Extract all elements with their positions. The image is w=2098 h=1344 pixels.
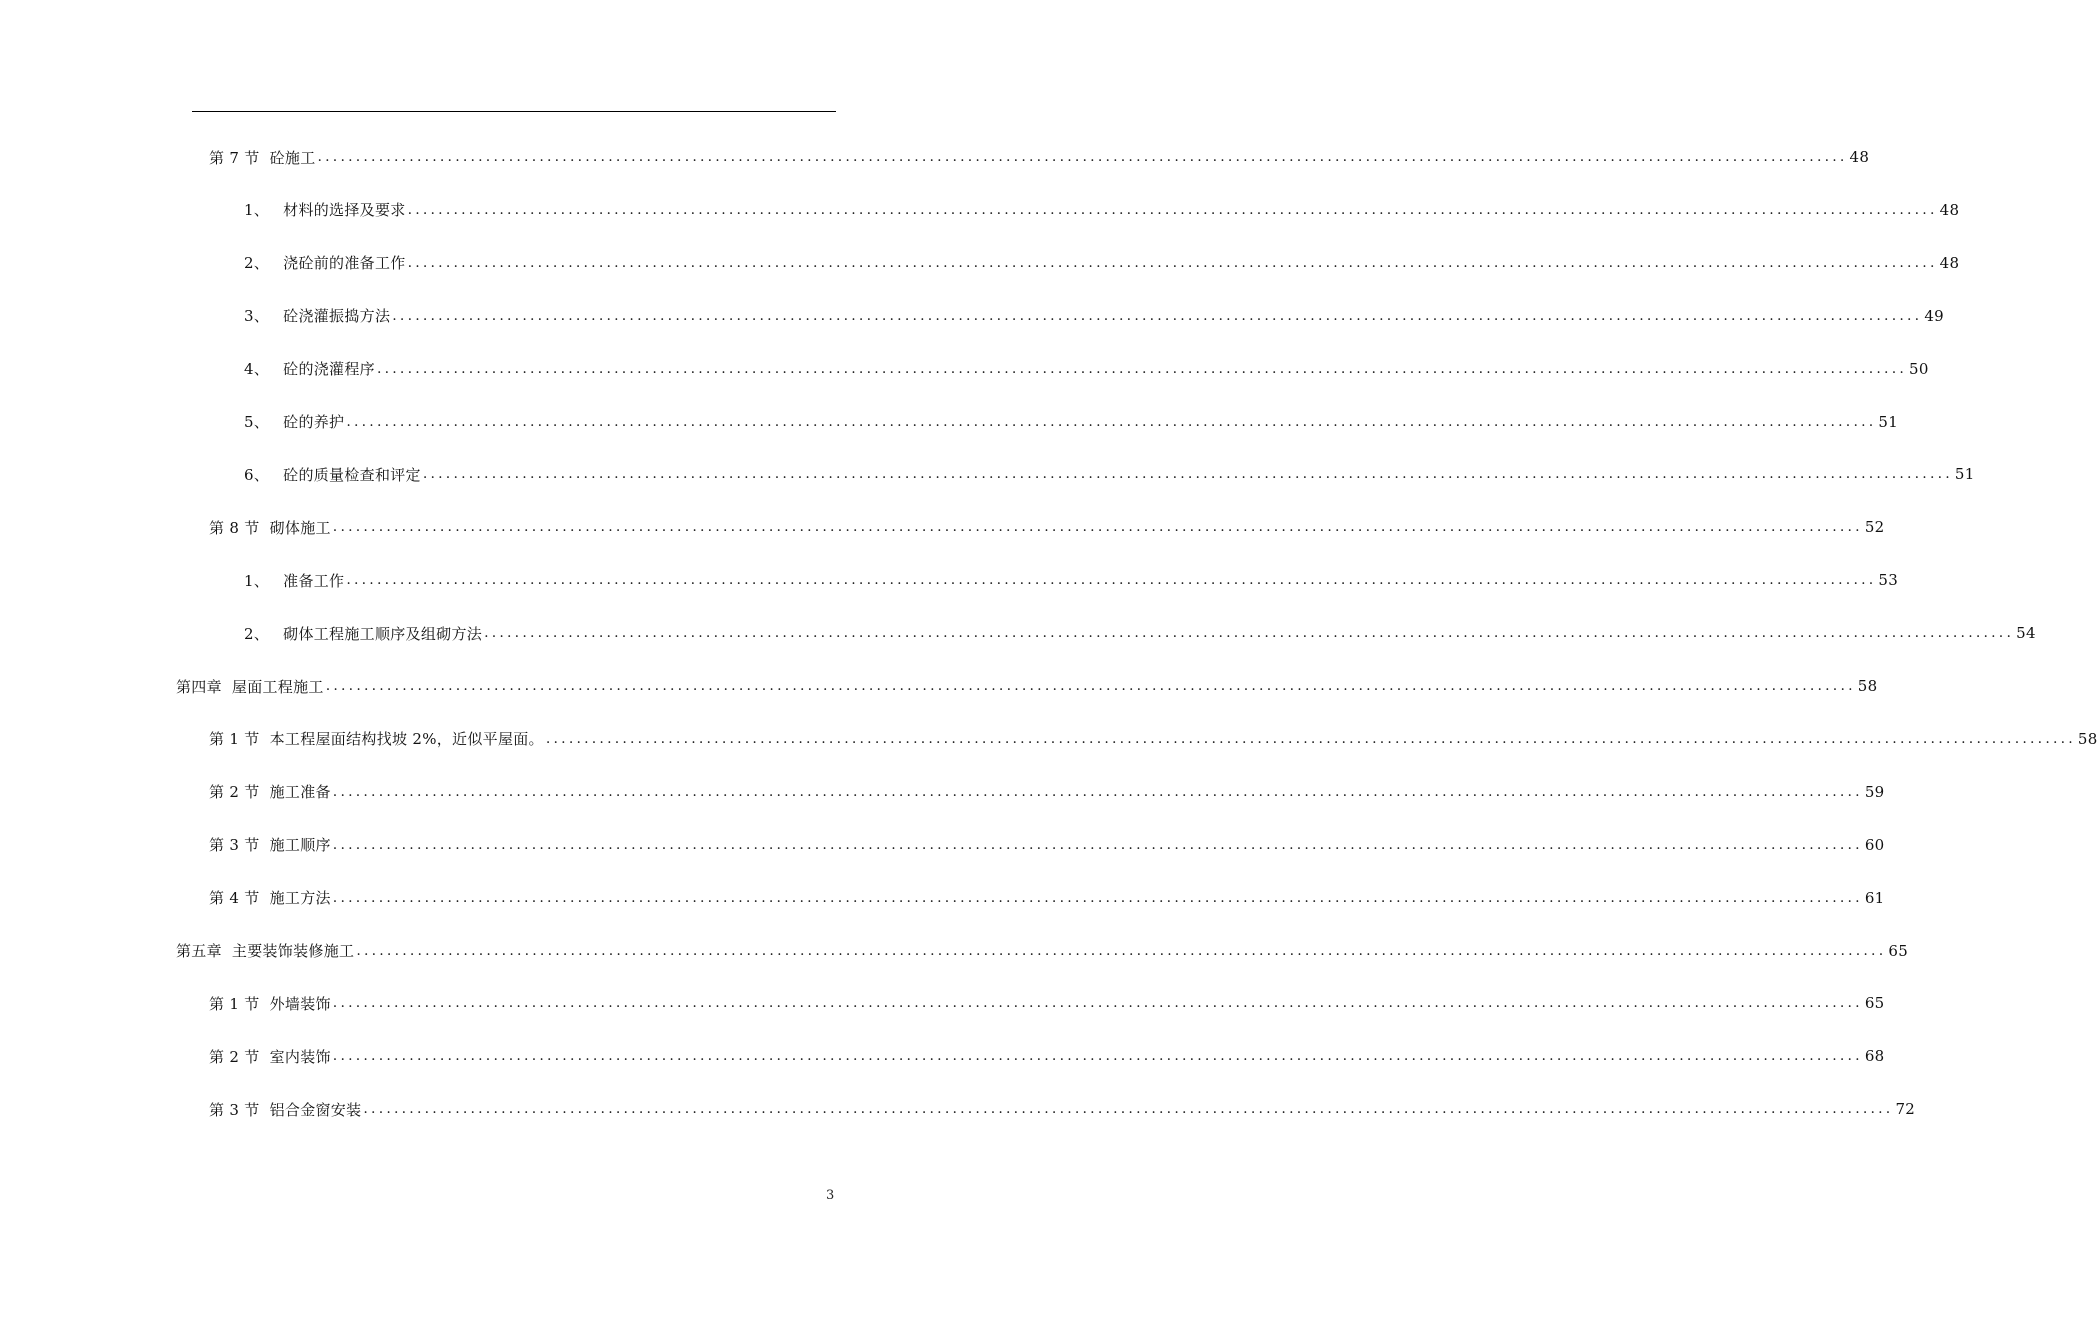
toc-entry[interactable] xyxy=(0,356,1929,382)
toc-entry-number: 2、 xyxy=(244,254,270,273)
toc-dot-leader: ........................................................................................................................................................................................................ xyxy=(363,1101,1894,1118)
toc-entry-title: 砼的质量检查和评定 xyxy=(283,465,421,484)
toc-entry-number: 第五章 xyxy=(176,942,222,960)
toc-entry-page: 48 xyxy=(1939,200,1960,219)
page-number: 3 xyxy=(826,1188,835,1203)
toc-entry-title: 屋面工程施工 xyxy=(231,677,324,696)
toc-entry-page: 65 xyxy=(1888,941,1909,960)
toc-entry-title: 砌体工程施工顺序及组砌方法 xyxy=(283,624,483,643)
toc-entry-page: 58 xyxy=(2077,729,2098,748)
toc-entry-title: 砼的浇灌程序 xyxy=(283,360,375,379)
toc-entry-number: 第 1 节 xyxy=(209,994,260,1013)
toc-entry-page: 59 xyxy=(1864,782,1885,801)
toc-entry-number: 第 1 节 xyxy=(209,730,260,749)
toc-entry[interactable] xyxy=(0,144,1870,170)
toc-dot-leader: ........................................................................................................................................................................................................ xyxy=(332,995,1863,1012)
toc-dot-leader: ........................................................................................................................................................................................................ xyxy=(332,783,1863,800)
toc-dot-leader: ........................................................................................................................................................................................................ xyxy=(332,836,1863,853)
toc-entry-title: 砼浇灌振捣方法 xyxy=(283,307,391,326)
toc-entry-page: 54 xyxy=(2016,624,2036,643)
toc-entry-number: 第 3 节 xyxy=(209,836,260,855)
toc-dot-leader: ........................................................................................................................................................................................................ xyxy=(346,413,1877,430)
toc-dot-leader: ........................................................................................................................................................................................................ xyxy=(545,730,2076,747)
toc-entry[interactable] xyxy=(0,1096,1916,1122)
toc-entry[interactable] xyxy=(0,250,1960,276)
toc-entry-page: 68 xyxy=(1864,1047,1885,1066)
toc-entry-number: 1、 xyxy=(244,571,270,590)
toc-dot-leader: ........................................................................................................................................................................................................ xyxy=(332,889,1863,906)
toc-entry-number: 第 2 节 xyxy=(209,1047,260,1066)
toc-dot-leader: ........................................................................................................................................................................................................ xyxy=(484,625,2015,642)
toc-entry-page: 50 xyxy=(1909,359,1929,378)
toc-entry-page: 51 xyxy=(1878,412,1899,431)
toc-entry-page: 48 xyxy=(1939,253,1960,272)
toc-entry[interactable] xyxy=(0,673,1878,699)
toc-dot-leader: ........................................................................................................................................................................................................ xyxy=(407,201,1938,218)
toc-entry[interactable] xyxy=(0,938,1909,964)
toc-entry-number: 4、 xyxy=(244,360,270,379)
toc-dot-leader: ........................................................................................................................................................................................................ xyxy=(332,519,1863,536)
toc-entry-page: 58 xyxy=(1857,677,1878,695)
toc-entry[interactable] xyxy=(0,620,2036,646)
toc-entry-page: 51 xyxy=(1954,465,1975,484)
toc-entry[interactable] xyxy=(0,832,1885,858)
toc-entry-number: 1、 xyxy=(244,201,270,220)
toc-entry-title: 砼施工 xyxy=(269,148,316,167)
toc-entry-page: 65 xyxy=(1864,994,1885,1013)
toc-entry[interactable] xyxy=(0,514,1885,540)
toc-entry-number: 6、 xyxy=(244,465,270,484)
toc-entry[interactable] xyxy=(0,197,1960,223)
toc-entry-page: 52 xyxy=(1864,518,1885,537)
toc-entry-number: 第 4 节 xyxy=(209,889,260,908)
toc-entry-title: 铝合金窗安装 xyxy=(269,1100,362,1119)
toc-entry[interactable] xyxy=(0,779,1885,805)
toc-dot-leader: ........................................................................................................................................................................................................ xyxy=(317,149,1848,165)
toc-entry[interactable] xyxy=(0,461,1975,487)
toc-entry-page: 48 xyxy=(1849,148,1870,166)
toc-entry-title: 施工顺序 xyxy=(269,836,331,855)
toc-entry[interactable] xyxy=(0,1043,1885,1069)
toc-entry-title: 准备工作 xyxy=(283,571,345,590)
toc-entry-title: 施工方法 xyxy=(269,889,331,908)
toc-entry[interactable] xyxy=(0,303,1944,329)
toc-entry-page: 60 xyxy=(1864,835,1885,854)
toc-entry-number: 3、 xyxy=(244,307,270,326)
toc-entry-title: 外墙装饰 xyxy=(269,994,331,1013)
toc-entry-title: 材料的选择及要求 xyxy=(283,201,406,220)
toc-entry[interactable] xyxy=(0,409,1899,435)
toc-entry[interactable] xyxy=(0,726,2098,752)
toc-entry-title: 主要装饰装修施工 xyxy=(231,942,355,960)
toc-dot-leader: ........................................................................................................................................................................................................ xyxy=(376,360,1908,377)
toc-entry-number: 第四章 xyxy=(176,677,222,696)
toc-entry-page: 49 xyxy=(1924,306,1944,325)
toc-entry[interactable] xyxy=(0,990,1885,1016)
toc-dot-leader: ........................................................................................................................................................................................................ xyxy=(407,254,1938,271)
toc-entry-number: 第 3 节 xyxy=(209,1100,260,1119)
toc-entry-page: 53 xyxy=(1878,571,1899,590)
header-rule xyxy=(192,111,836,112)
toc-entry-title: 室内装饰 xyxy=(269,1047,331,1066)
toc-entry[interactable] xyxy=(0,567,1899,593)
toc-entry-number: 第 2 节 xyxy=(209,783,260,802)
toc-entry-title: 砌体施工 xyxy=(269,518,331,537)
toc-entry-number: 第 8 节 xyxy=(209,518,260,537)
toc-entry-title: 施工准备 xyxy=(269,783,331,802)
toc-entry-number: 2、 xyxy=(244,624,270,643)
toc-dot-leader: ........................................................................................................................................................................................................ xyxy=(422,466,1953,483)
toc-dot-leader: ........................................................................................................................................................................................................ xyxy=(356,942,1887,959)
toc-entry-number: 5、 xyxy=(244,413,270,431)
toc-entry-page: 72 xyxy=(1895,1100,1916,1119)
toc-dot-leader: ........................................................................................................................................................................................................ xyxy=(392,307,1923,324)
toc-entry-page: 61 xyxy=(1864,888,1885,907)
toc-entry-title: 本工程屋面结构找坡 2%，近似平屋面。 xyxy=(269,730,544,749)
toc-entry-title: 砼的养护 xyxy=(283,413,345,431)
toc-dot-leader: ........................................................................................................................................................................................................ xyxy=(346,572,1877,589)
toc-entry-number: 第 7 节 xyxy=(209,148,260,167)
toc-entry-title: 浇砼前的准备工作 xyxy=(283,254,406,273)
toc-dot-leader: ........................................................................................................................................................................................................ xyxy=(332,1048,1863,1065)
toc-entry[interactable] xyxy=(0,885,1885,911)
toc-dot-leader: ........................................................................................................................................................................................................ xyxy=(325,678,1856,694)
